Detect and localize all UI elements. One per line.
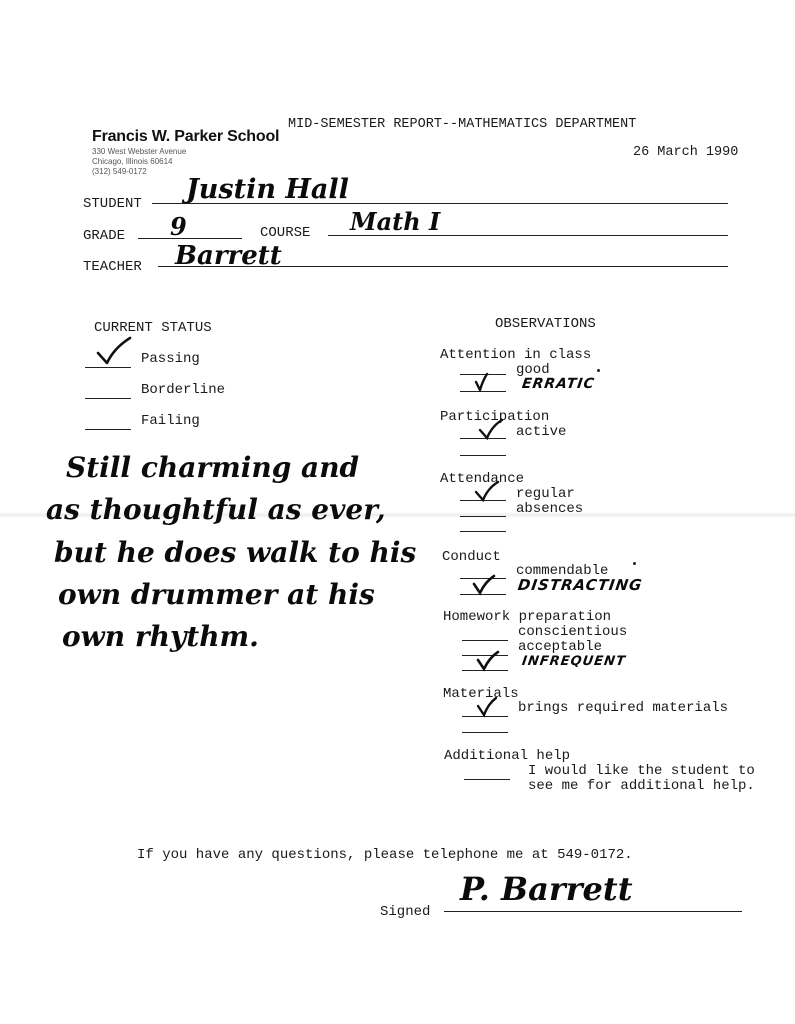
grade-handwritten: 9 bbox=[170, 212, 187, 241]
signed-label: Signed bbox=[380, 904, 431, 920]
status-borderline-blank bbox=[85, 398, 131, 399]
comment-line: but he does walk to his bbox=[54, 536, 417, 569]
teacher-label: TEACHER bbox=[83, 259, 142, 275]
additional-help-label: Additional help bbox=[444, 748, 571, 764]
homework-check-icon bbox=[476, 650, 500, 672]
conduct-handwritten: DISTRACTING bbox=[516, 576, 644, 594]
attendance-absences-blank bbox=[460, 516, 506, 517]
attendance-check-icon bbox=[474, 480, 500, 502]
conduct-label: Conduct bbox=[442, 549, 501, 565]
participation-other-blank bbox=[460, 455, 506, 456]
signature-line bbox=[444, 911, 742, 912]
passing-check-icon bbox=[96, 336, 132, 366]
status-passing-label: Passing bbox=[141, 351, 200, 367]
participation-check-icon bbox=[478, 418, 504, 440]
attention-check-icon bbox=[474, 372, 490, 392]
report-date: 26 March 1990 bbox=[633, 145, 739, 160]
status-failing-blank bbox=[85, 429, 131, 430]
teacher-handwritten: Barrett bbox=[175, 241, 282, 271]
additional-help-line1: I would like the student to bbox=[528, 763, 755, 779]
school-phone: (312) 549-0172 bbox=[92, 167, 147, 176]
additional-help-blank bbox=[464, 779, 510, 780]
additional-help-line2: see me for additional help. bbox=[528, 778, 755, 794]
signature-handwritten: P. Barrett bbox=[460, 870, 633, 908]
observations-heading: OBSERVATIONS bbox=[495, 316, 596, 332]
attendance-other-blank bbox=[460, 531, 506, 532]
current-status-heading: CURRENT STATUS bbox=[94, 320, 212, 336]
attention-handwritten: ERRATIC bbox=[520, 376, 596, 392]
attention-label: Attention in class bbox=[440, 347, 592, 363]
stray-mark bbox=[597, 369, 600, 372]
comment-line: own drummer at his bbox=[58, 578, 375, 611]
homework-acceptable-label: acceptable bbox=[518, 639, 603, 655]
homework-conscientious-blank bbox=[462, 640, 508, 641]
school-name: Francis W. Parker School bbox=[92, 128, 280, 145]
participation-label: Participation bbox=[440, 409, 550, 425]
materials-brings-label: brings required materials bbox=[518, 700, 729, 716]
homework-label: Homework preparation bbox=[443, 609, 612, 625]
homework-conscientious-label: conscientious bbox=[518, 624, 628, 640]
materials-label: Materials bbox=[443, 686, 519, 702]
comment-line: own rhythm. bbox=[62, 620, 259, 653]
school-address-city: Chicago, Illinois 60614 bbox=[92, 157, 173, 166]
status-failing-label: Failing bbox=[141, 413, 200, 429]
course-label: COURSE bbox=[260, 225, 311, 241]
stray-mark bbox=[633, 562, 636, 565]
comment-line: Still charming and bbox=[66, 451, 360, 484]
attendance-absences-label: absences bbox=[516, 501, 584, 517]
course-handwritten: Math I bbox=[350, 207, 441, 236]
school-address-street: 330 West Webster Avenue bbox=[92, 147, 187, 156]
grade-label: GRADE bbox=[83, 228, 126, 244]
status-borderline-label: Borderline bbox=[141, 382, 226, 398]
attendance-label: Attendance bbox=[440, 471, 525, 487]
attention-good-label: good bbox=[516, 362, 550, 378]
grade-line bbox=[138, 238, 242, 239]
student-label: STUDENT bbox=[83, 196, 142, 212]
student-name-handwritten: Justin Hall bbox=[186, 174, 349, 205]
status-passing-blank bbox=[85, 367, 131, 368]
attendance-regular-label: regular bbox=[516, 486, 575, 502]
materials-check-icon bbox=[476, 696, 498, 718]
questions-note: If you have any questions, please telephone me at 549-0172. bbox=[137, 847, 633, 863]
report-title: MID-SEMESTER REPORT--MATHEMATICS DEPARTMENT bbox=[288, 117, 637, 132]
materials-other-blank bbox=[462, 732, 508, 733]
homework-handwritten: INFREQUENT bbox=[520, 654, 627, 669]
comment-line: as thoughtful as ever, bbox=[46, 493, 386, 526]
participation-active-label: active bbox=[516, 424, 567, 440]
conduct-commendable-label: commendable bbox=[516, 563, 609, 579]
conduct-check-icon bbox=[472, 574, 496, 596]
